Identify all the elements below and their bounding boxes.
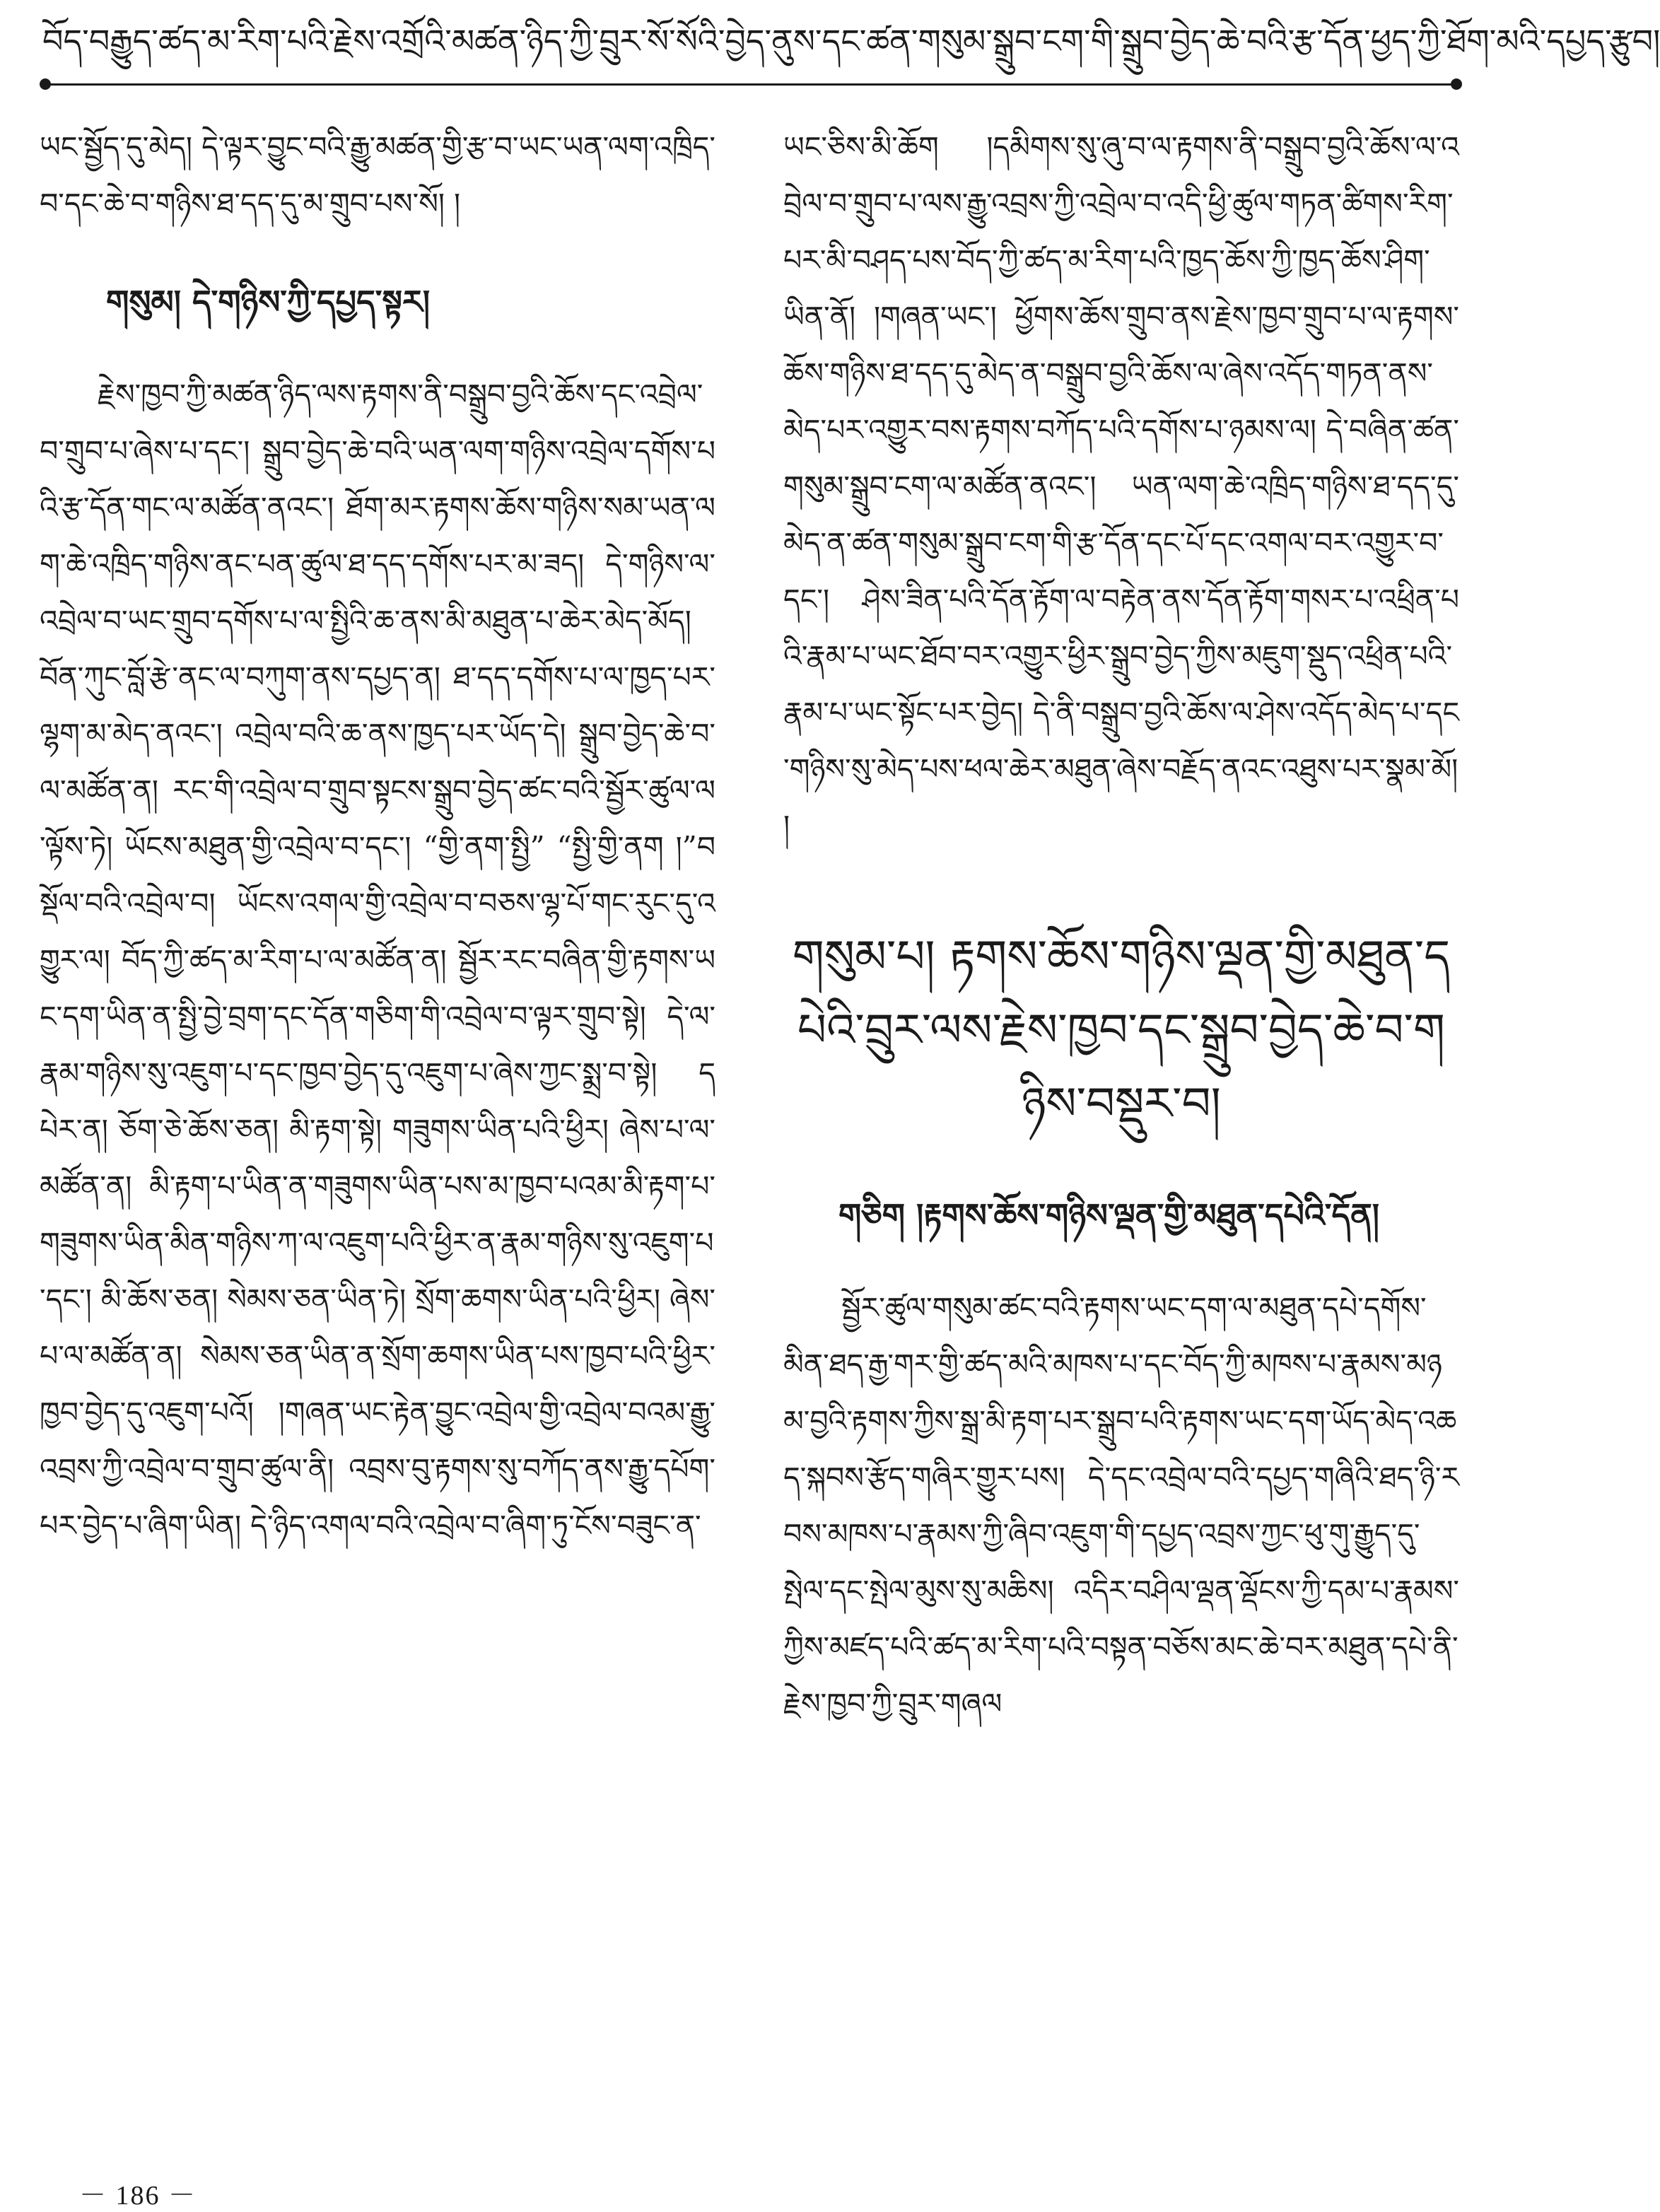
right-column — [783, 119, 1459, 1732]
header-rule-right-dot — [1451, 78, 1462, 90]
right-subheading: གཅིག །རྟགས་ཆོས་གཉིས་ལྡན་གྱི་མཐུན་དཔེའི་དོན། — [838, 1196, 1379, 1234]
right-paragraph-2: སྦྱོར་ཚུལ་གསུམ་ཚང་བའི་རྟགས་ཡང་དག་ལ་མཐུན་དཔེ་དགོས་མིན་ཐད་རྒྱ་གར་གྱི་ཚད་མའི་མཁས་པ་དང་བོད་ཀྱི་མཁས་པ་རྣམས་མཉམ་བྱའི་རྟགས་ཀྱིས་སྒྲ་མི་རྟག་པར་སྒྲུབ་པའི་རྟགས་ཡང་དག་ཡོད་མེད་འཆད་སྐབས་རྩོད་གཞིར་གྱུར་པས། དེ་དང་འབྲེལ་བའི་དཔྱད་གཞིའི་ཐད་ཉི་རབས་མཁས་པ་རྣམས་ཀྱི་ཞིབ་འཇུག་གི་དཔྱད་འབྲས་ཀྱང་ཕུ་གུ་རྒྱུད་དུ་སྤེལ་དང་སྤེལ་མུས་སུ་མཆིས། འདིར་བཤིལ་ལྡན་ལྡོངས་ཀྱི་དམ་པ་རྣམས་ཀྱིས་མཛད་པའི་ཚད་མ་རིག་པའི་བསྟན་བཅོས་མང་ཆེ་བར་མཐུན་དཔེ་ནི་རྗེས་ཁྱབ་ཀྱི་བྲུར་གཞལ — [783, 1291, 1459, 1721]
left-column — [40, 119, 715, 1554]
section-title: གསུམ་པ། རྟགས་ཆོས་གཉིས་ལྡན་གྱི་མཐུན་དཔེའི་བྲུར་ལས་རྗེས་ཁྱབ་དང་སྒྲུབ་བྱེད་ཆེ་བ་གཉིས་བསྡུར་བ། — [792, 931, 1451, 1130]
left-paragraph-1: ཡང་སྦྱོད་དུ་མེད། དེ་ལྟར་བྱུང་བའི་རྒྱུ་མཚན་གྱི་རྩ་བ་ཡང་ཡན་ལག་འཁྲིད་བ་དང་ཆེ་བ་གཉིས་ཐ་དད་དུ་མ་གྲུབ་པས་སོ། ། — [40, 130, 715, 221]
running-header: བོད་བརྒྱུད་ཚད་མ་རིག་པའི་རྗེས་འགྲོའི་མཚན་ཉིད་ཀྱི་བྲུར་སོ་སོའི་བྱེད་ནུས་དང་ཚན་གསུམ་སྒྲུབ་ངག་གི་སྒྲུབ་བྱེད་ཆེ་བའི་རྩ་དོན་ཕྱད་ཀྱི་ཐོག་མའི་དཔྱད་རྩུབ། — [42, 22, 1660, 60]
header-rule — [45, 83, 1456, 86]
left-subheading: གསུམ། དེ་གཉིས་ཀྱི་དཔྱད་སྟར། — [106, 283, 431, 321]
right-paragraph-1: ཡང་ཅིས་མི་ཆོག །དམིགས་སུ་ཞུ་བ་ལ་རྟགས་ནི་བསྒྲུབ་བྱའི་ཆོས་ལ་འབྲེལ་བ་གྲུབ་པ་ལས་རྒྱུ་འབྲས་ཀྱི་འབྲེལ་བ་འདི་ཕྱི་ཚུལ་གཏན་ཚིགས་རིག་པར་མི་བཤད་པས་བོད་ཀྱི་ཚད་མ་རིག་པའི་ཁྱད་ཆོས་ཀྱི་ཁྱད་ཆོས་ཤིག་ཡིན་ནོ། །གཞན་ཡང་། ཕྱོགས་ཆོས་གྲུབ་ནས་རྗེས་ཁྱབ་གྲུབ་པ་ལ་རྟགས་ཆོས་གཉིས་ཐ་དད་དུ་མེད་ན་བསྒྲུབ་བྱའི་ཆོས་ལ་ཞེས་འདོད་གཏན་ནས་མེད་པར་འགྱུར་བས་རྟགས་བཀོད་པའི་དགོས་པ་ཉམས་ལ། དེ་བཞིན་ཚན་གསུམ་སྒྲུབ་ངག་ལ་མཚོན་ནའང་། ཡན་ལག་ཆེ་འཁྲིད་གཉིས་ཐ་དད་དུ་མེད་ན་ཚན་གསུམ་སྒྲུབ་ངག་གི་རྩ་དོན་དང་པོ་དང་འགལ་བར་འགྱུར་བ་དང་། ཤེས་ཟིན་པའི་དོན་རྟོག་ལ་བརྟེན་ནས་དོན་རྟོག་གསར་པ་འཕྲིན་པའི་རྣམ་པ་ཡང་ཐོབ་བར་འགྱུར་ཕྱིར་སྒྲུབ་བྱེད་ཀྱིས་མཇུག་སྡུད་འཕྲིན་པའི་རྣམ་པ་ཡང་སྟོང་པར་བྱེད། དེ་ནི་བསྒྲུབ་བྱའི་ཆོས་ལ་ཤེས་འདོད་མེད་པ་དང་གཉིས་སུ་མེད་པས་ཕལ་ཆེར་མཐུན་ཞེས་བརྗོད་ནའང་འཐུས་པར་སྣམ་མོ། ། — [783, 130, 1459, 843]
left-paragraph-2: རྗེས་ཁྱབ་ཀྱི་མཚན་ཉིད་ལས་རྟགས་ནི་བསྒྲུབ་བྱའི་ཆོས་དང་འབྲེལ་བ་གྲུབ་པ་ཞེས་པ་དང་། སྒྲུབ་བྱེད་ཆེ་བའི་ཡན་ལག་གཉིས་འབྲེལ་དགོས་པའི་རྩ་དོན་གང་ལ་མཚོན་ནའང་། ཐོག་མར་རྟགས་ཆོས་གཉིས་སམ་ཡན་ལག་ཆེ་འཁྲིད་གཉིས་ནང་པན་ཚུལ་ཐ་དད་དགོས་པར་མ་ཟད། དེ་གཉིས་ལ་འབྲེལ་བ་ཡང་གྲུབ་དགོས་པ་ལ་སྤྱིའི་ཆ་ནས་མི་མཐུན་པ་ཆེར་མེད་མོད། བོན་ཀུང་བློ་རྩེ་ནང་ལ་བཀུག་ནས་དཔྱད་ན། ཐ་དད་དགོས་པ་ལ་ཁྱད་པར་ལྷག་མ་མེད་ནའང་། འབྲེལ་བའི་ཆ་ནས་ཁྱད་པར་ཡོད་དེ། སྒྲུབ་བྱེད་ཆེ་བ་ལ་མཚོན་ན། རང་གི་འབྲེལ་བ་གྲུབ་སྟངས་སྒྲུབ་བྱེད་ཚང་བའི་སྦྱོར་ཚུལ་ལ་ལྟོས་ཏེ། ཡོངས་མཐུན་གྱི་འབྲེལ་བ་དང་། “གྱི་ནག་སྤྱི” “སྤྱི་གྱི་ནག །”བསྡོལ་བའི་འབྲེལ་བ། ཡོངས་འགལ་གྱི་འབྲེལ་བ་བཅས་ལྷ་པོ་གང་རུང་དུ་འགྱུར་ལ། བོད་ཀྱི་ཚད་མ་རིག་པ་ལ་མཚོན་ན། སྦྱོར་རང་བཞིན་གྱི་རྟགས་ཡང་དག་ཡིན་ན་སྤྱི་བྱེ་བྲག་དང་དོན་གཅིག་གི་འབྲེལ་བ་ལྟར་གྲུབ་སྟེ། དེ་ལ་རྣམ་གཉིས་སུ་འཇུག་པ་དང་ཁྱབ་བྱེད་དུ་འཇུག་པ་ཞེས་ཀྱང་སྨྲ་བ་སྟེ། དཔེར་ན། ཅོག་ཅེ་ཆོས་ཅན། མི་རྟག་སྟེ། གཟུགས་ཡིན་པའི་ཕྱིར། ཞེས་པ་ལ་མཚོན་ན། མི་རྟག་པ་ཡིན་ན་གཟུགས་ཡིན་པས་མ་ཁྱབ་པའམ་མི་རྟག་པ་གཟུགས་ཡིན་མིན་གཉིས་ཀ་ལ་འཇུག་པའི་ཕྱིར་ན་རྣམ་གཉིས་སུ་འཇུག་པ་དང་། མི་ཆོས་ཅན། སེམས་ཅན་ཡིན་ཏེ། སྲོག་ཆགས་ཡིན་པའི་ཕྱིར། ཞེས་པ་ལ་མཚོན་ན། སེམས་ཅན་ཡིན་ན་སྲོག་ཆགས་ཡིན་པས་ཁྱབ་པའི་ཕྱིར་ཁྱབ་བྱེད་དུ་འཇུག་པའོ། །གཞན་ཡང་རྟེན་བྱུང་འབྲེལ་གྱི་འབྲེལ་བའམ་རྒྱུ་འབྲས་ཀྱི་འབྲེལ་བ་གྲུབ་ཚུལ་ནི། འབྲས་བུ་རྟགས་སུ་བཀོད་ནས་རྒྱུ་དཔོག་པར་བྱེད་པ་ཞིག་ཡིན། དེ་ཉིད་འགལ་བའི་འབྲེལ་བ་ཞིག་ཏུ་ངོས་བཟུང་ན་ — [40, 378, 715, 1543]
page-number: － 186 － — [79, 2181, 197, 2211]
